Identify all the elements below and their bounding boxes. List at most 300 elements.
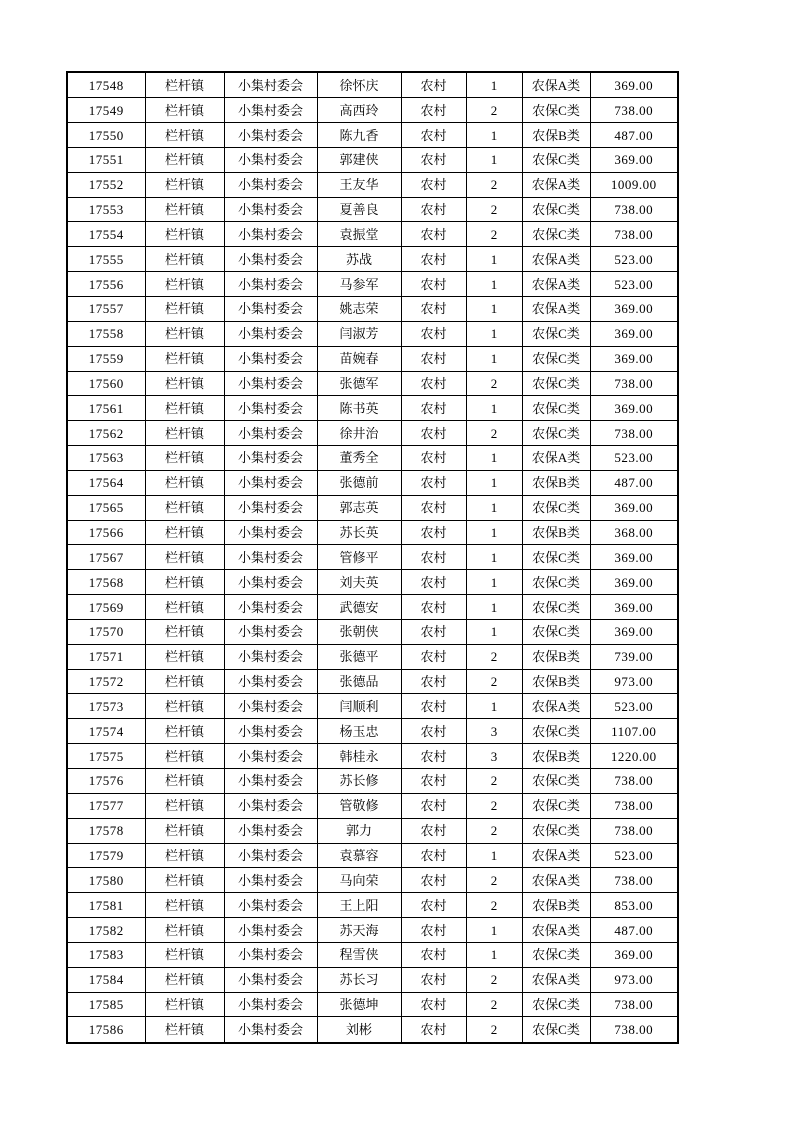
cell-id: 17558 <box>67 321 145 346</box>
cell-amount: 1220.00 <box>590 744 678 769</box>
cell-town: 栏杆镇 <box>145 520 224 545</box>
cell-village: 小集村委会 <box>224 893 317 918</box>
cell-name: 苗婉春 <box>317 346 401 371</box>
cell-residence: 农村 <box>401 371 466 396</box>
cell-count: 2 <box>466 222 522 247</box>
cell-count: 1 <box>466 942 522 967</box>
cell-count: 2 <box>466 818 522 843</box>
table-row <box>67 1017 678 1043</box>
cell-id: 17575 <box>67 744 145 769</box>
cell-count: 1 <box>466 247 522 272</box>
table-row <box>67 595 678 620</box>
cell-village: 小集村委会 <box>224 147 317 172</box>
cell-amount: 523.00 <box>590 247 678 272</box>
cell-count: 1 <box>466 272 522 297</box>
cell-village: 小集村委会 <box>224 371 317 396</box>
cell-amount: 369.00 <box>590 619 678 644</box>
table-row <box>67 793 678 818</box>
cell-id: 17579 <box>67 843 145 868</box>
cell-amount: 738.00 <box>590 769 678 794</box>
cell-residence: 农村 <box>401 893 466 918</box>
cell-count: 2 <box>466 992 522 1017</box>
cell-count: 1 <box>466 495 522 520</box>
cell-residence: 农村 <box>401 595 466 620</box>
cell-name: 程雪侠 <box>317 942 401 967</box>
cell-name: 董秀全 <box>317 446 401 471</box>
cell-id: 17554 <box>67 222 145 247</box>
cell-count: 2 <box>466 893 522 918</box>
cell-village: 小集村委会 <box>224 72 317 98</box>
cell-name: 陈九香 <box>317 123 401 148</box>
cell-town: 栏杆镇 <box>145 619 224 644</box>
cell-id: 17567 <box>67 545 145 570</box>
cell-id: 17561 <box>67 396 145 421</box>
cell-name: 王友华 <box>317 172 401 197</box>
cell-village: 小集村委会 <box>224 669 317 694</box>
cell-name: 郭建侠 <box>317 147 401 172</box>
cell-town: 栏杆镇 <box>145 346 224 371</box>
cell-id: 17556 <box>67 272 145 297</box>
cell-village: 小集村委会 <box>224 1017 317 1043</box>
cell-count: 2 <box>466 1017 522 1043</box>
cell-village: 小集村委会 <box>224 992 317 1017</box>
cell-category: 农保A类 <box>522 247 590 272</box>
cell-id: 17555 <box>67 247 145 272</box>
cell-count: 2 <box>466 421 522 446</box>
cell-village: 小集村委会 <box>224 346 317 371</box>
cell-amount: 738.00 <box>590 818 678 843</box>
cell-residence: 农村 <box>401 172 466 197</box>
cell-count: 3 <box>466 744 522 769</box>
cell-town: 栏杆镇 <box>145 371 224 396</box>
table-row <box>67 72 678 98</box>
cell-amount: 369.00 <box>590 495 678 520</box>
cell-residence: 农村 <box>401 346 466 371</box>
table-row <box>67 719 678 744</box>
cell-name: 张德坤 <box>317 992 401 1017</box>
cell-amount: 738.00 <box>590 992 678 1017</box>
cell-residence: 农村 <box>401 843 466 868</box>
cell-category: 农保C类 <box>522 793 590 818</box>
cell-category: 农保A类 <box>522 296 590 321</box>
cell-town: 栏杆镇 <box>145 470 224 495</box>
cell-count: 1 <box>466 72 522 98</box>
cell-amount: 739.00 <box>590 644 678 669</box>
cell-amount: 523.00 <box>590 272 678 297</box>
cell-amount: 487.00 <box>590 123 678 148</box>
cell-id: 17560 <box>67 371 145 396</box>
cell-village: 小集村委会 <box>224 595 317 620</box>
cell-category: 农保C类 <box>522 769 590 794</box>
cell-count: 1 <box>466 843 522 868</box>
cell-id: 17569 <box>67 595 145 620</box>
cell-id: 17586 <box>67 1017 145 1043</box>
cell-town: 栏杆镇 <box>145 495 224 520</box>
cell-village: 小集村委会 <box>224 446 317 471</box>
cell-town: 栏杆镇 <box>145 595 224 620</box>
cell-name: 袁慕容 <box>317 843 401 868</box>
cell-residence: 农村 <box>401 793 466 818</box>
cell-village: 小集村委会 <box>224 396 317 421</box>
cell-residence: 农村 <box>401 967 466 992</box>
table-row <box>67 619 678 644</box>
table-row <box>67 296 678 321</box>
cell-name: 马向荣 <box>317 868 401 893</box>
cell-amount: 487.00 <box>590 918 678 943</box>
cell-town: 栏杆镇 <box>145 570 224 595</box>
cell-id: 17553 <box>67 197 145 222</box>
cell-residence: 农村 <box>401 619 466 644</box>
table-row <box>67 520 678 545</box>
table-row <box>67 222 678 247</box>
cell-amount: 369.00 <box>590 595 678 620</box>
cell-residence: 农村 <box>401 421 466 446</box>
cell-residence: 农村 <box>401 992 466 1017</box>
cell-name: 苏长习 <box>317 967 401 992</box>
cell-amount: 1009.00 <box>590 172 678 197</box>
table-row <box>67 669 678 694</box>
cell-amount: 369.00 <box>590 942 678 967</box>
cell-amount: 973.00 <box>590 967 678 992</box>
cell-category: 农保A类 <box>522 272 590 297</box>
cell-name: 马参军 <box>317 272 401 297</box>
cell-village: 小集村委会 <box>224 197 317 222</box>
cell-count: 1 <box>466 346 522 371</box>
cell-town: 栏杆镇 <box>145 421 224 446</box>
cell-id: 17550 <box>67 123 145 148</box>
cell-category: 农保A类 <box>522 843 590 868</box>
cell-name: 韩桂永 <box>317 744 401 769</box>
cell-category: 农保C类 <box>522 570 590 595</box>
cell-count: 2 <box>466 172 522 197</box>
cell-residence: 农村 <box>401 272 466 297</box>
cell-category: 农保B类 <box>522 744 590 769</box>
cell-name: 郭志英 <box>317 495 401 520</box>
cell-id: 17570 <box>67 619 145 644</box>
cell-town: 栏杆镇 <box>145 98 224 123</box>
table-row <box>67 868 678 893</box>
table-row <box>67 495 678 520</box>
cell-id: 17549 <box>67 98 145 123</box>
cell-id: 17566 <box>67 520 145 545</box>
table-row <box>67 769 678 794</box>
cell-name: 张德平 <box>317 644 401 669</box>
cell-residence: 农村 <box>401 1017 466 1043</box>
cell-count: 2 <box>466 669 522 694</box>
cell-residence: 农村 <box>401 446 466 471</box>
cell-count: 1 <box>466 321 522 346</box>
cell-name: 王上阳 <box>317 893 401 918</box>
cell-amount: 973.00 <box>590 669 678 694</box>
cell-town: 栏杆镇 <box>145 719 224 744</box>
table-body <box>67 72 678 1043</box>
cell-count: 1 <box>466 545 522 570</box>
cell-id: 17583 <box>67 942 145 967</box>
cell-amount: 738.00 <box>590 197 678 222</box>
cell-village: 小集村委会 <box>224 296 317 321</box>
table-row <box>67 172 678 197</box>
cell-id: 17578 <box>67 818 145 843</box>
cell-residence: 农村 <box>401 396 466 421</box>
cell-amount: 1107.00 <box>590 719 678 744</box>
cell-town: 栏杆镇 <box>145 296 224 321</box>
cell-name: 陈书英 <box>317 396 401 421</box>
cell-id: 17582 <box>67 918 145 943</box>
cell-residence: 农村 <box>401 868 466 893</box>
cell-village: 小集村委会 <box>224 644 317 669</box>
cell-village: 小集村委会 <box>224 98 317 123</box>
cell-town: 栏杆镇 <box>145 222 224 247</box>
cell-count: 1 <box>466 619 522 644</box>
cell-name: 徐怀庆 <box>317 72 401 98</box>
cell-amount: 738.00 <box>590 868 678 893</box>
cell-residence: 农村 <box>401 520 466 545</box>
cell-amount: 369.00 <box>590 296 678 321</box>
cell-residence: 农村 <box>401 818 466 843</box>
benefits-table <box>66 71 679 1044</box>
cell-amount: 738.00 <box>590 98 678 123</box>
cell-village: 小集村委会 <box>224 744 317 769</box>
cell-name: 郭力 <box>317 818 401 843</box>
cell-town: 栏杆镇 <box>145 818 224 843</box>
cell-town: 栏杆镇 <box>145 893 224 918</box>
cell-name: 苏战 <box>317 247 401 272</box>
cell-amount: 738.00 <box>590 222 678 247</box>
cell-category: 农保C类 <box>522 421 590 446</box>
cell-residence: 农村 <box>401 918 466 943</box>
cell-amount: 738.00 <box>590 793 678 818</box>
cell-id: 17563 <box>67 446 145 471</box>
cell-amount: 853.00 <box>590 893 678 918</box>
cell-id: 17572 <box>67 669 145 694</box>
cell-amount: 738.00 <box>590 371 678 396</box>
cell-town: 栏杆镇 <box>145 694 224 719</box>
cell-residence: 农村 <box>401 669 466 694</box>
table-row <box>67 570 678 595</box>
cell-category: 农保C类 <box>522 147 590 172</box>
cell-id: 17565 <box>67 495 145 520</box>
cell-name: 苏长英 <box>317 520 401 545</box>
cell-category: 农保C类 <box>522 321 590 346</box>
cell-residence: 农村 <box>401 222 466 247</box>
cell-name: 苏长修 <box>317 769 401 794</box>
table-row <box>67 272 678 297</box>
cell-category: 农保A类 <box>522 967 590 992</box>
cell-count: 1 <box>466 123 522 148</box>
table-row <box>67 346 678 371</box>
cell-village: 小集村委会 <box>224 793 317 818</box>
cell-residence: 农村 <box>401 321 466 346</box>
cell-count: 1 <box>466 396 522 421</box>
cell-town: 栏杆镇 <box>145 197 224 222</box>
cell-name: 夏善良 <box>317 197 401 222</box>
cell-id: 17557 <box>67 296 145 321</box>
cell-category: 农保C类 <box>522 222 590 247</box>
cell-count: 2 <box>466 371 522 396</box>
cell-name: 高西玲 <box>317 98 401 123</box>
cell-village: 小集村委会 <box>224 769 317 794</box>
cell-town: 栏杆镇 <box>145 769 224 794</box>
table-row <box>67 744 678 769</box>
cell-amount: 368.00 <box>590 520 678 545</box>
cell-count: 2 <box>466 769 522 794</box>
cell-name: 徐井治 <box>317 421 401 446</box>
cell-id: 17580 <box>67 868 145 893</box>
cell-village: 小集村委会 <box>224 470 317 495</box>
cell-category: 农保A类 <box>522 918 590 943</box>
table-row <box>67 992 678 1017</box>
cell-amount: 523.00 <box>590 694 678 719</box>
cell-village: 小集村委会 <box>224 694 317 719</box>
cell-id: 17585 <box>67 992 145 1017</box>
cell-amount: 523.00 <box>590 843 678 868</box>
cell-id: 17584 <box>67 967 145 992</box>
cell-id: 17573 <box>67 694 145 719</box>
cell-id: 17574 <box>67 719 145 744</box>
cell-id: 17576 <box>67 769 145 794</box>
cell-count: 1 <box>466 570 522 595</box>
cell-town: 栏杆镇 <box>145 321 224 346</box>
table-row <box>67 843 678 868</box>
cell-town: 栏杆镇 <box>145 172 224 197</box>
cell-village: 小集村委会 <box>224 570 317 595</box>
cell-count: 1 <box>466 520 522 545</box>
cell-village: 小集村委会 <box>224 272 317 297</box>
cell-amount: 523.00 <box>590 446 678 471</box>
cell-residence: 农村 <box>401 694 466 719</box>
cell-name: 张朝侠 <box>317 619 401 644</box>
cell-category: 农保A类 <box>522 72 590 98</box>
cell-count: 2 <box>466 793 522 818</box>
cell-name: 杨玉忠 <box>317 719 401 744</box>
table-row <box>67 147 678 172</box>
cell-category: 农保C类 <box>522 495 590 520</box>
cell-town: 栏杆镇 <box>145 72 224 98</box>
cell-village: 小集村委会 <box>224 421 317 446</box>
cell-village: 小集村委会 <box>224 321 317 346</box>
cell-residence: 农村 <box>401 147 466 172</box>
cell-category: 农保B类 <box>522 893 590 918</box>
cell-count: 3 <box>466 719 522 744</box>
cell-residence: 农村 <box>401 769 466 794</box>
cell-town: 栏杆镇 <box>145 545 224 570</box>
cell-town: 栏杆镇 <box>145 942 224 967</box>
cell-town: 栏杆镇 <box>145 669 224 694</box>
cell-amount: 369.00 <box>590 147 678 172</box>
cell-village: 小集村委会 <box>224 843 317 868</box>
cell-name: 张德前 <box>317 470 401 495</box>
cell-village: 小集村委会 <box>224 247 317 272</box>
cell-category: 农保B类 <box>522 669 590 694</box>
cell-town: 栏杆镇 <box>145 744 224 769</box>
cell-amount: 369.00 <box>590 396 678 421</box>
cell-id: 17564 <box>67 470 145 495</box>
cell-category: 农保B类 <box>522 123 590 148</box>
cell-residence: 农村 <box>401 495 466 520</box>
cell-count: 1 <box>466 470 522 495</box>
cell-town: 栏杆镇 <box>145 992 224 1017</box>
table-row <box>67 371 678 396</box>
table-container <box>66 71 679 1044</box>
cell-residence: 农村 <box>401 570 466 595</box>
cell-village: 小集村委会 <box>224 222 317 247</box>
table-row <box>67 942 678 967</box>
cell-category: 农保C类 <box>522 942 590 967</box>
cell-residence: 农村 <box>401 942 466 967</box>
cell-name: 刘彬 <box>317 1017 401 1043</box>
cell-category: 农保C类 <box>522 545 590 570</box>
cell-town: 栏杆镇 <box>145 644 224 669</box>
cell-id: 17571 <box>67 644 145 669</box>
cell-amount: 369.00 <box>590 346 678 371</box>
cell-category: 农保A类 <box>522 868 590 893</box>
cell-name: 管修平 <box>317 545 401 570</box>
cell-name: 张德军 <box>317 371 401 396</box>
cell-village: 小集村委会 <box>224 619 317 644</box>
cell-town: 栏杆镇 <box>145 446 224 471</box>
cell-residence: 农村 <box>401 719 466 744</box>
cell-amount: 369.00 <box>590 72 678 98</box>
cell-amount: 738.00 <box>590 421 678 446</box>
cell-count: 1 <box>466 595 522 620</box>
cell-town: 栏杆镇 <box>145 1017 224 1043</box>
table-row <box>67 918 678 943</box>
cell-village: 小集村委会 <box>224 172 317 197</box>
cell-town: 栏杆镇 <box>145 123 224 148</box>
cell-town: 栏杆镇 <box>145 868 224 893</box>
table-row <box>67 123 678 148</box>
cell-amount: 487.00 <box>590 470 678 495</box>
table-row <box>67 98 678 123</box>
cell-name: 武德安 <box>317 595 401 620</box>
cell-village: 小集村委会 <box>224 495 317 520</box>
cell-category: 农保A类 <box>522 446 590 471</box>
cell-village: 小集村委会 <box>224 123 317 148</box>
cell-town: 栏杆镇 <box>145 247 224 272</box>
cell-town: 栏杆镇 <box>145 793 224 818</box>
cell-town: 栏杆镇 <box>145 843 224 868</box>
cell-category: 农保C类 <box>522 1017 590 1043</box>
cell-category: 农保C类 <box>522 371 590 396</box>
cell-name: 闫淑芳 <box>317 321 401 346</box>
cell-residence: 农村 <box>401 470 466 495</box>
cell-village: 小集村委会 <box>224 918 317 943</box>
cell-residence: 农村 <box>401 744 466 769</box>
cell-count: 1 <box>466 918 522 943</box>
table-row <box>67 893 678 918</box>
table-row <box>67 967 678 992</box>
cell-category: 农保B类 <box>522 644 590 669</box>
cell-category: 农保C类 <box>522 719 590 744</box>
cell-id: 17577 <box>67 793 145 818</box>
cell-category: 农保A类 <box>522 694 590 719</box>
table-row <box>67 818 678 843</box>
cell-category: 农保C类 <box>522 595 590 620</box>
cell-name: 姚志荣 <box>317 296 401 321</box>
cell-category: 农保C类 <box>522 98 590 123</box>
table-row <box>67 421 678 446</box>
cell-category: 农保C类 <box>522 992 590 1017</box>
cell-id: 17562 <box>67 421 145 446</box>
table-row <box>67 197 678 222</box>
cell-category: 农保C类 <box>522 396 590 421</box>
table-row <box>67 396 678 421</box>
cell-village: 小集村委会 <box>224 520 317 545</box>
cell-category: 农保C类 <box>522 346 590 371</box>
cell-residence: 农村 <box>401 296 466 321</box>
cell-category: 农保C类 <box>522 619 590 644</box>
cell-amount: 738.00 <box>590 1017 678 1043</box>
